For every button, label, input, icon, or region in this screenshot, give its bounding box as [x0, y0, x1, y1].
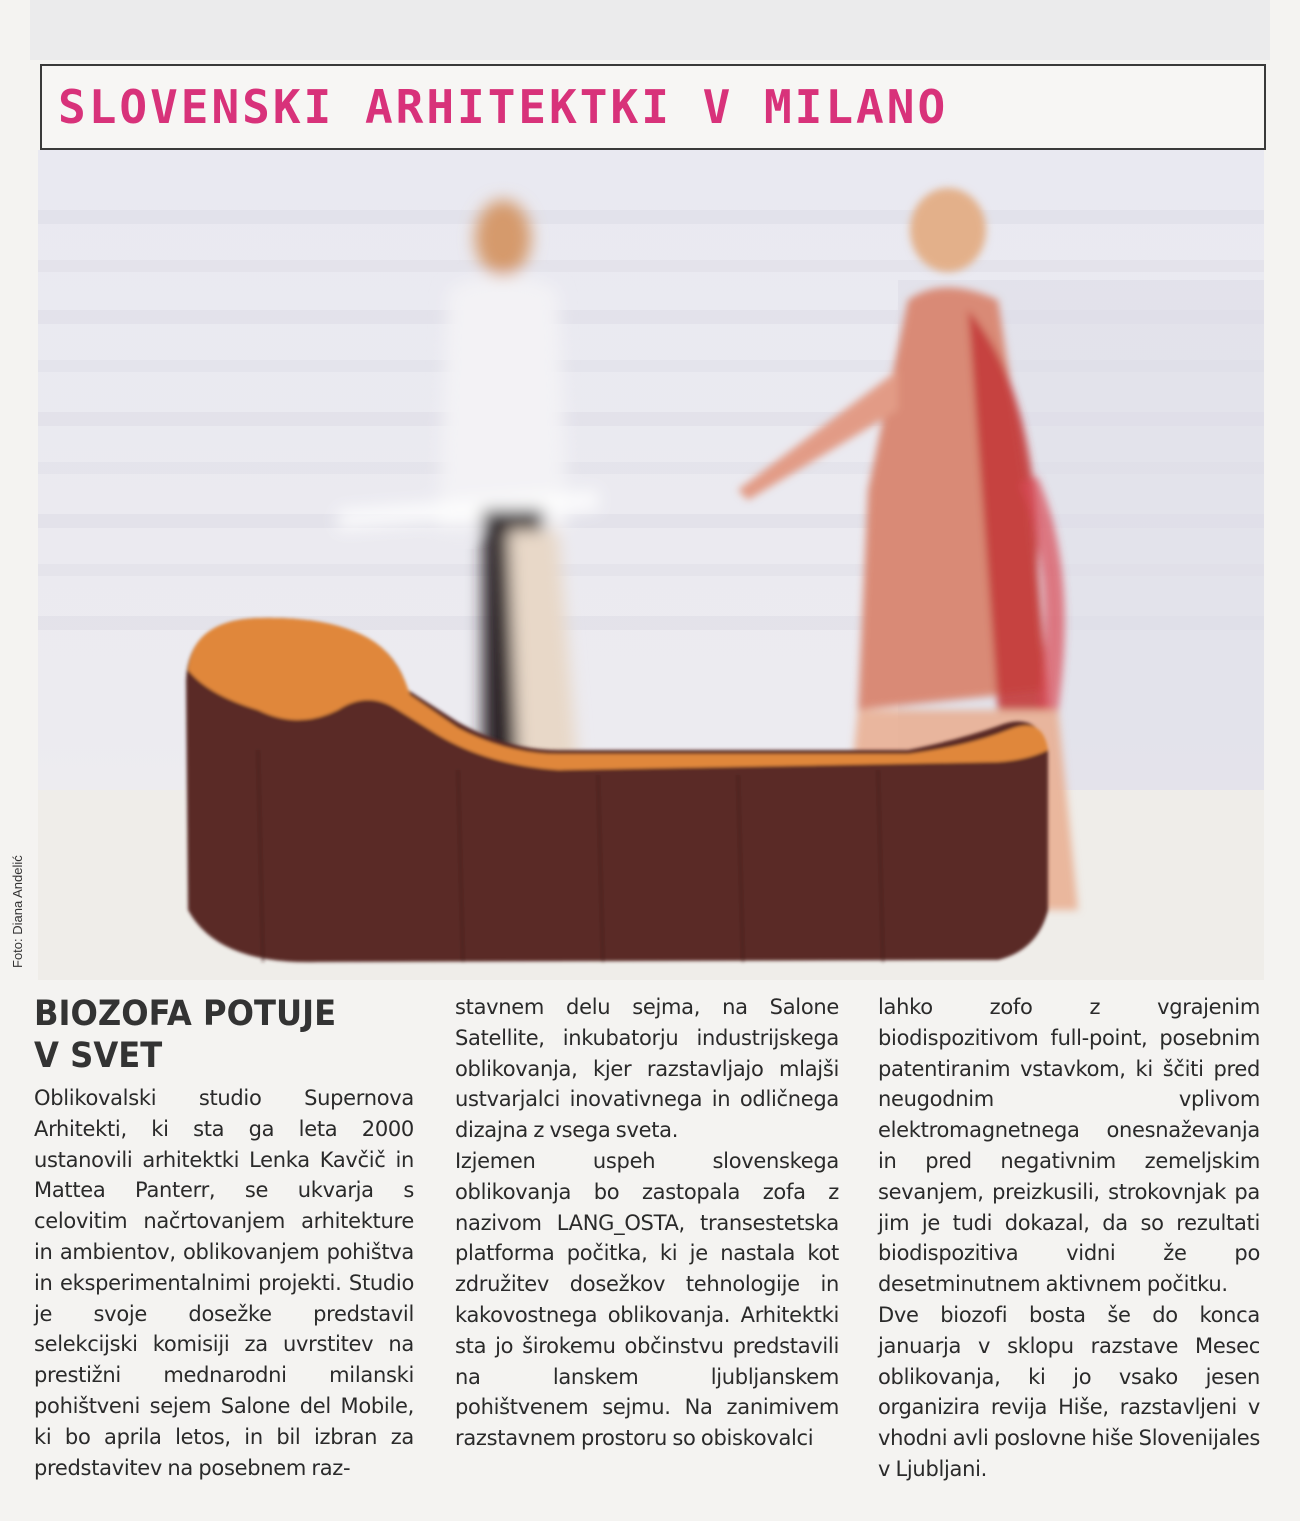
paragraph: lahko zofo z vgrajenim biodispozitivom full-point, posebnim patentiranim vstavkom, ki ščiti pred neugodnim vplivom elektromagnetnega onesnaževanja in pred negativnim zemeljskim sevanjem, preizkusili, strokovnjak pa jim je tudi dokazal, da so rezultati biodispozitiva vidni že po desetminutnem aktivnem počitku. — [878, 995, 1260, 1297]
headline-line-2: V SVET — [34, 1036, 163, 1076]
headline-line-1: BIOZOFA POTUJE — [34, 994, 337, 1034]
photo-illustration — [38, 150, 1264, 980]
paragraph: Oblikovalski studio Supernova Arhitekti, ki sta ga leta 2000 ustanovili arhitektki Lenka Kavčič in Mattea Panterr, se ukvarja s celovitim načrtovanjem arhitekture in ambientov, oblikovanjem pohištva in eksperimentalnimi projekti. Studio je svoje dosežke predstavil selekcijski komisiji za uvrstitev na prestižni mednarodni milanski pohištveni sejem Salone del Mobile, ki bo aprila letos, in bil izbran za predstavitev na posebnem raz- — [34, 1086, 414, 1480]
section-title: SLOVENSKI ARHITEKTKI V MILANO — [58, 80, 949, 134]
article-column-3 — [878, 992, 1260, 1485]
paragraph: Dve biozofi bosta še do konca januarja v sklopu razstave Mesec oblikovanja, ki jo vsako jesen organizira revija Hiše, razstavljeni v vhodni avli poslovne hiše Slovenijales v Ljubljani. — [878, 1302, 1260, 1481]
article-column-2 — [455, 992, 839, 1454]
article-headline — [34, 993, 384, 1077]
paragraph: stavnem delu sejma, na Salone Satellite, inkubatorju industrijskega oblikovanja, kjer razstavljajo mlajši ustvarjalci inovativnega in odličnega dizajna z vsega sveta. — [455, 995, 839, 1143]
section-header — [40, 64, 1266, 150]
paragraph: Izjemen uspeh slovenskega oblikovanja bo zastopala zofa z nazivom LANG_OSTA, transestetska platforma počitka, ki je nastala kot združitev dosežkov tehnologije in kakovostnega oblikovanja. Arhitektki sta jo širokemu občinstvu predstavili na lanskem ljubljanskem pohištvenem sejmu. Na zanimivem razstavnem prostoru so obiskovalci — [455, 1148, 839, 1451]
article-column-1 — [34, 993, 414, 1483]
photo-credit: Foto: Diana Andelić — [10, 855, 25, 968]
show-through-top — [30, 0, 1270, 60]
article-photo — [38, 150, 1264, 980]
